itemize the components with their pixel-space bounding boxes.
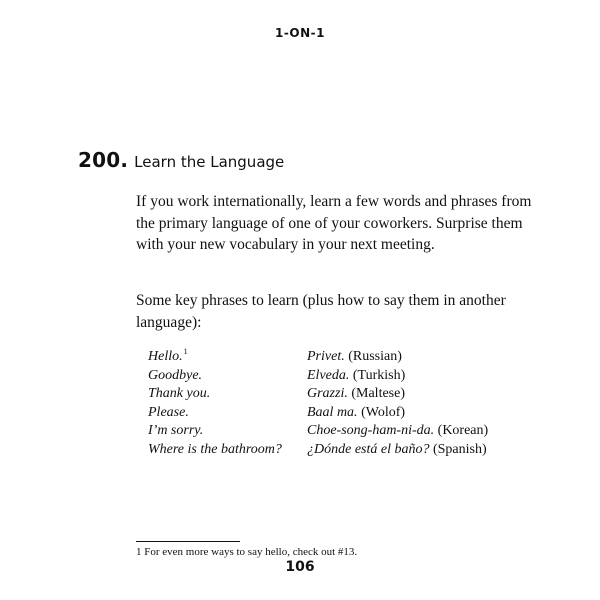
phrase-translation [307, 405, 488, 424]
footnote-reference: 1 [183, 347, 188, 357]
language-name: (Korean) [437, 423, 489, 439]
phrase-row [148, 386, 488, 405]
phrase-translation [307, 368, 488, 387]
translation-text: Choe-song-ham-ni-da. [307, 423, 435, 439]
translation-text: Privet. [307, 349, 345, 364]
phrase-row [148, 442, 488, 461]
phrase-english [148, 405, 307, 424]
translation-text: Baal ma. [307, 404, 358, 420]
phrase-translation [307, 349, 488, 368]
translation-text: Elveda. [307, 367, 350, 383]
phrases-intro-paragraph: Some key phrases to learn (plus how to say them in another language): [136, 292, 506, 331]
phrase-english [148, 368, 307, 387]
running-head: 1-ON-1 [275, 26, 325, 40]
phrase-english-text: Where is the bathroom? [148, 441, 282, 457]
section-title: Learn the Language [134, 153, 285, 171]
page-number: 106 [285, 559, 315, 575]
phrase-english-text: Goodbye. [148, 367, 203, 383]
language-name: (Spanish) [432, 441, 487, 457]
phrase-english [148, 386, 307, 405]
phrase-row [148, 405, 488, 424]
intro-paragraph: If you work internationally, learn a few words and phrases from the primary language of one of your coworkers. Surprise them with your new vocabulary in your next meeting. [136, 193, 532, 253]
phrase-translation [307, 423, 488, 442]
phrase-english [148, 349, 307, 368]
phrase-english [148, 442, 307, 461]
phrase-translation [307, 442, 488, 461]
phrase-table [148, 349, 488, 461]
footnote-divider [136, 541, 240, 542]
language-name: (Wolof) [361, 404, 406, 420]
footnote: 1 For even more ways to say hello, check out #13. [136, 546, 358, 558]
phrase-english-text: Please. [148, 404, 189, 420]
phrase-row [148, 349, 488, 368]
phrase-english-text: Hello. [148, 349, 183, 364]
language-name: (Maltese) [351, 386, 406, 402]
language-name: (Turkish) [352, 367, 406, 383]
phrase-row [148, 368, 488, 387]
section-heading [78, 148, 284, 172]
translation-text: ¿Dónde está el baño? [307, 441, 430, 457]
phrase-english [148, 423, 307, 442]
translation-text: Grazzi. [307, 386, 348, 402]
section-number: 200. [78, 148, 129, 172]
language-name: (Russian) [348, 349, 402, 364]
phrase-row [148, 423, 488, 442]
phrase-english-text: I’m sorry. [148, 423, 204, 439]
phrase-translation [307, 386, 488, 405]
phrase-english-text: Thank you. [148, 386, 211, 402]
